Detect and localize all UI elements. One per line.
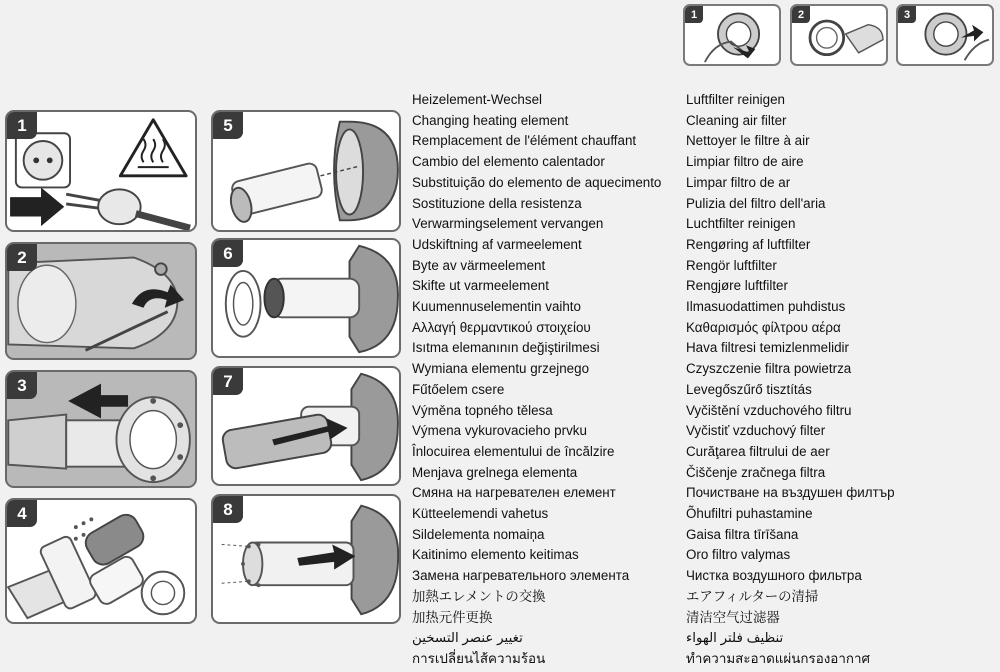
heating-element-item: การเปลี่ยนไส้ความร้อน xyxy=(412,650,546,666)
heating-element-item: Замена нагревательного элемента xyxy=(412,568,630,584)
arrow-icon xyxy=(10,187,64,226)
step-badge: 6 xyxy=(213,240,243,267)
air-filter-item: エアフィルターの清掃 xyxy=(686,588,819,604)
step-1-panel xyxy=(5,110,197,232)
filter-step-2-panel xyxy=(790,4,888,66)
air-filter-item: Hava filtresi temizlenmelidir xyxy=(686,340,849,356)
air-filter-item: Cleaning air filter xyxy=(686,112,787,128)
step-badge: 1 xyxy=(7,112,37,139)
heating-element-item: Înlocuirea elementului de încălzire xyxy=(412,443,615,459)
air-filter-item: Čiščenje zračnega filtra xyxy=(686,464,826,480)
step-badge: 5 xyxy=(213,112,243,139)
air-filter-item: Чистка воздушного фильтра xyxy=(686,568,862,584)
step-7-panel xyxy=(211,366,401,486)
air-filter-item: Oro filtro valymas xyxy=(686,547,791,563)
step-4-panel xyxy=(5,498,197,624)
air-filter-item: Pulizia del filtro dell'aria xyxy=(686,195,826,211)
heating-element-item: 加熱エレメントの交換 xyxy=(412,588,546,604)
heating-element-item: Menjava grelnega elementa xyxy=(412,464,578,480)
air-filter-item: Почистване на въздушен филтър xyxy=(686,485,895,501)
filter-step-1-panel xyxy=(683,4,781,66)
air-filter-item: Vyčištění vzduchového filtru xyxy=(686,402,852,418)
step-badge: 3 xyxy=(7,372,37,399)
air-filter-item: Rengøring af luftfilter xyxy=(686,236,811,252)
air-filter-item: Luftfilter reinigen xyxy=(686,92,785,107)
filter-step-3-panel xyxy=(896,4,994,66)
heating-element-item: Heizelement-Wechsel xyxy=(412,92,542,107)
air-filter-item: Limpiar filtro de aire xyxy=(686,154,804,170)
air-filter-item: Rengjøre luftfilter xyxy=(686,278,788,294)
heating-element-item: Kuumennuselementin vaihto xyxy=(412,299,581,315)
air-filter-item: ทำความสะอาดแผ่นกรองอากาศ xyxy=(686,650,870,666)
heating-element-item: Sildelementa nomaiņa xyxy=(412,526,545,542)
hot-surface-warning-icon xyxy=(120,120,186,176)
step-badge: 8 xyxy=(213,496,243,523)
step-2-panel xyxy=(5,242,197,360)
heating-element-item: 加热元件更换 xyxy=(412,609,493,625)
step-badge: 2 xyxy=(7,244,37,271)
air-filter-item: Õhufiltri puhastamine xyxy=(686,506,813,522)
air-filter-item: Vyčistiť vzduchový filter xyxy=(686,423,826,439)
air-filter-item: Limpar filtro de ar xyxy=(686,174,791,190)
heating-element-item: Fűtőelem csere xyxy=(412,381,505,397)
air-filter-item: Curăţarea filtrului de aer xyxy=(686,443,830,459)
heating-element-item: Cambio del elemento calentador xyxy=(412,154,605,170)
heating-element-item: Sostituzione della resistenza xyxy=(412,195,582,211)
air-filter-item: Gaisa filtra tīrīšana xyxy=(686,526,799,542)
heating-element-item: Udskiftning af varmeelement xyxy=(412,236,582,252)
air-filter-list xyxy=(686,90,895,670)
heating-element-item: Remplacement de l'élément chauffant xyxy=(412,133,637,149)
step-6-panel xyxy=(211,238,401,358)
step-badge: 1 xyxy=(685,6,703,23)
step-badge: 3 xyxy=(898,6,916,23)
air-filter-item: Czyszczenie filtra powietrza xyxy=(686,361,852,377)
arrow-icon xyxy=(68,384,128,419)
heating-element-item: Skifte ut varmeelement xyxy=(412,278,549,294)
heating-element-item: Wymiana elementu grzejnego xyxy=(412,361,590,377)
heating-element-item: Verwarmingselement vervangen xyxy=(412,216,604,232)
step-5-panel xyxy=(211,110,401,232)
air-filter-item: تنظيف فلتر الهواء xyxy=(686,630,784,646)
heating-element-item: Substituição do elemento de aquecimento xyxy=(412,174,662,190)
step-badge: 7 xyxy=(213,368,243,395)
step-badge: 4 xyxy=(7,500,37,527)
heating-element-item: Výměna topného tělesa xyxy=(412,402,553,418)
step-8-panel xyxy=(211,494,401,624)
air-filter-item: Luchtfilter reinigen xyxy=(686,216,796,232)
heating-element-item: Changing heating element xyxy=(412,112,569,128)
heating-element-item: Kütteelemendi vahetus xyxy=(412,506,549,522)
air-filter-item: Nettoyer le filtre à air xyxy=(686,133,810,149)
step-3-panel xyxy=(5,370,197,488)
heating-element-item: Výmena vykurovacieho prvku xyxy=(412,423,587,439)
heating-element-item: تغيير عنصر التسخين xyxy=(412,630,523,646)
step-badge: 2 xyxy=(792,6,810,23)
air-filter-item: Καθαρισμός φίλτρου αέρα xyxy=(686,319,841,335)
heating-element-item: Смяна на нагревателен елемент xyxy=(412,485,616,501)
power-plug-icon xyxy=(66,189,190,228)
heating-element-list xyxy=(412,90,661,670)
heating-element-item: Isıtma elemanının değiştirilmesi xyxy=(412,340,600,356)
air-filter-item: Rengör luftfilter xyxy=(686,257,777,273)
heating-element-item: Αλλαγή θερμαντικού στοιχείου xyxy=(412,319,591,335)
air-filter-item: Ilmasuodattimen puhdistus xyxy=(686,299,846,315)
heating-element-item: Kaitinimo elemento keitimas xyxy=(412,547,579,563)
air-filter-item: 清洁空气过滤器 xyxy=(686,609,780,625)
air-filter-item: Levegőszűrő tisztítás xyxy=(686,381,812,397)
heating-element-item: Byte av värmeelement xyxy=(412,257,546,273)
